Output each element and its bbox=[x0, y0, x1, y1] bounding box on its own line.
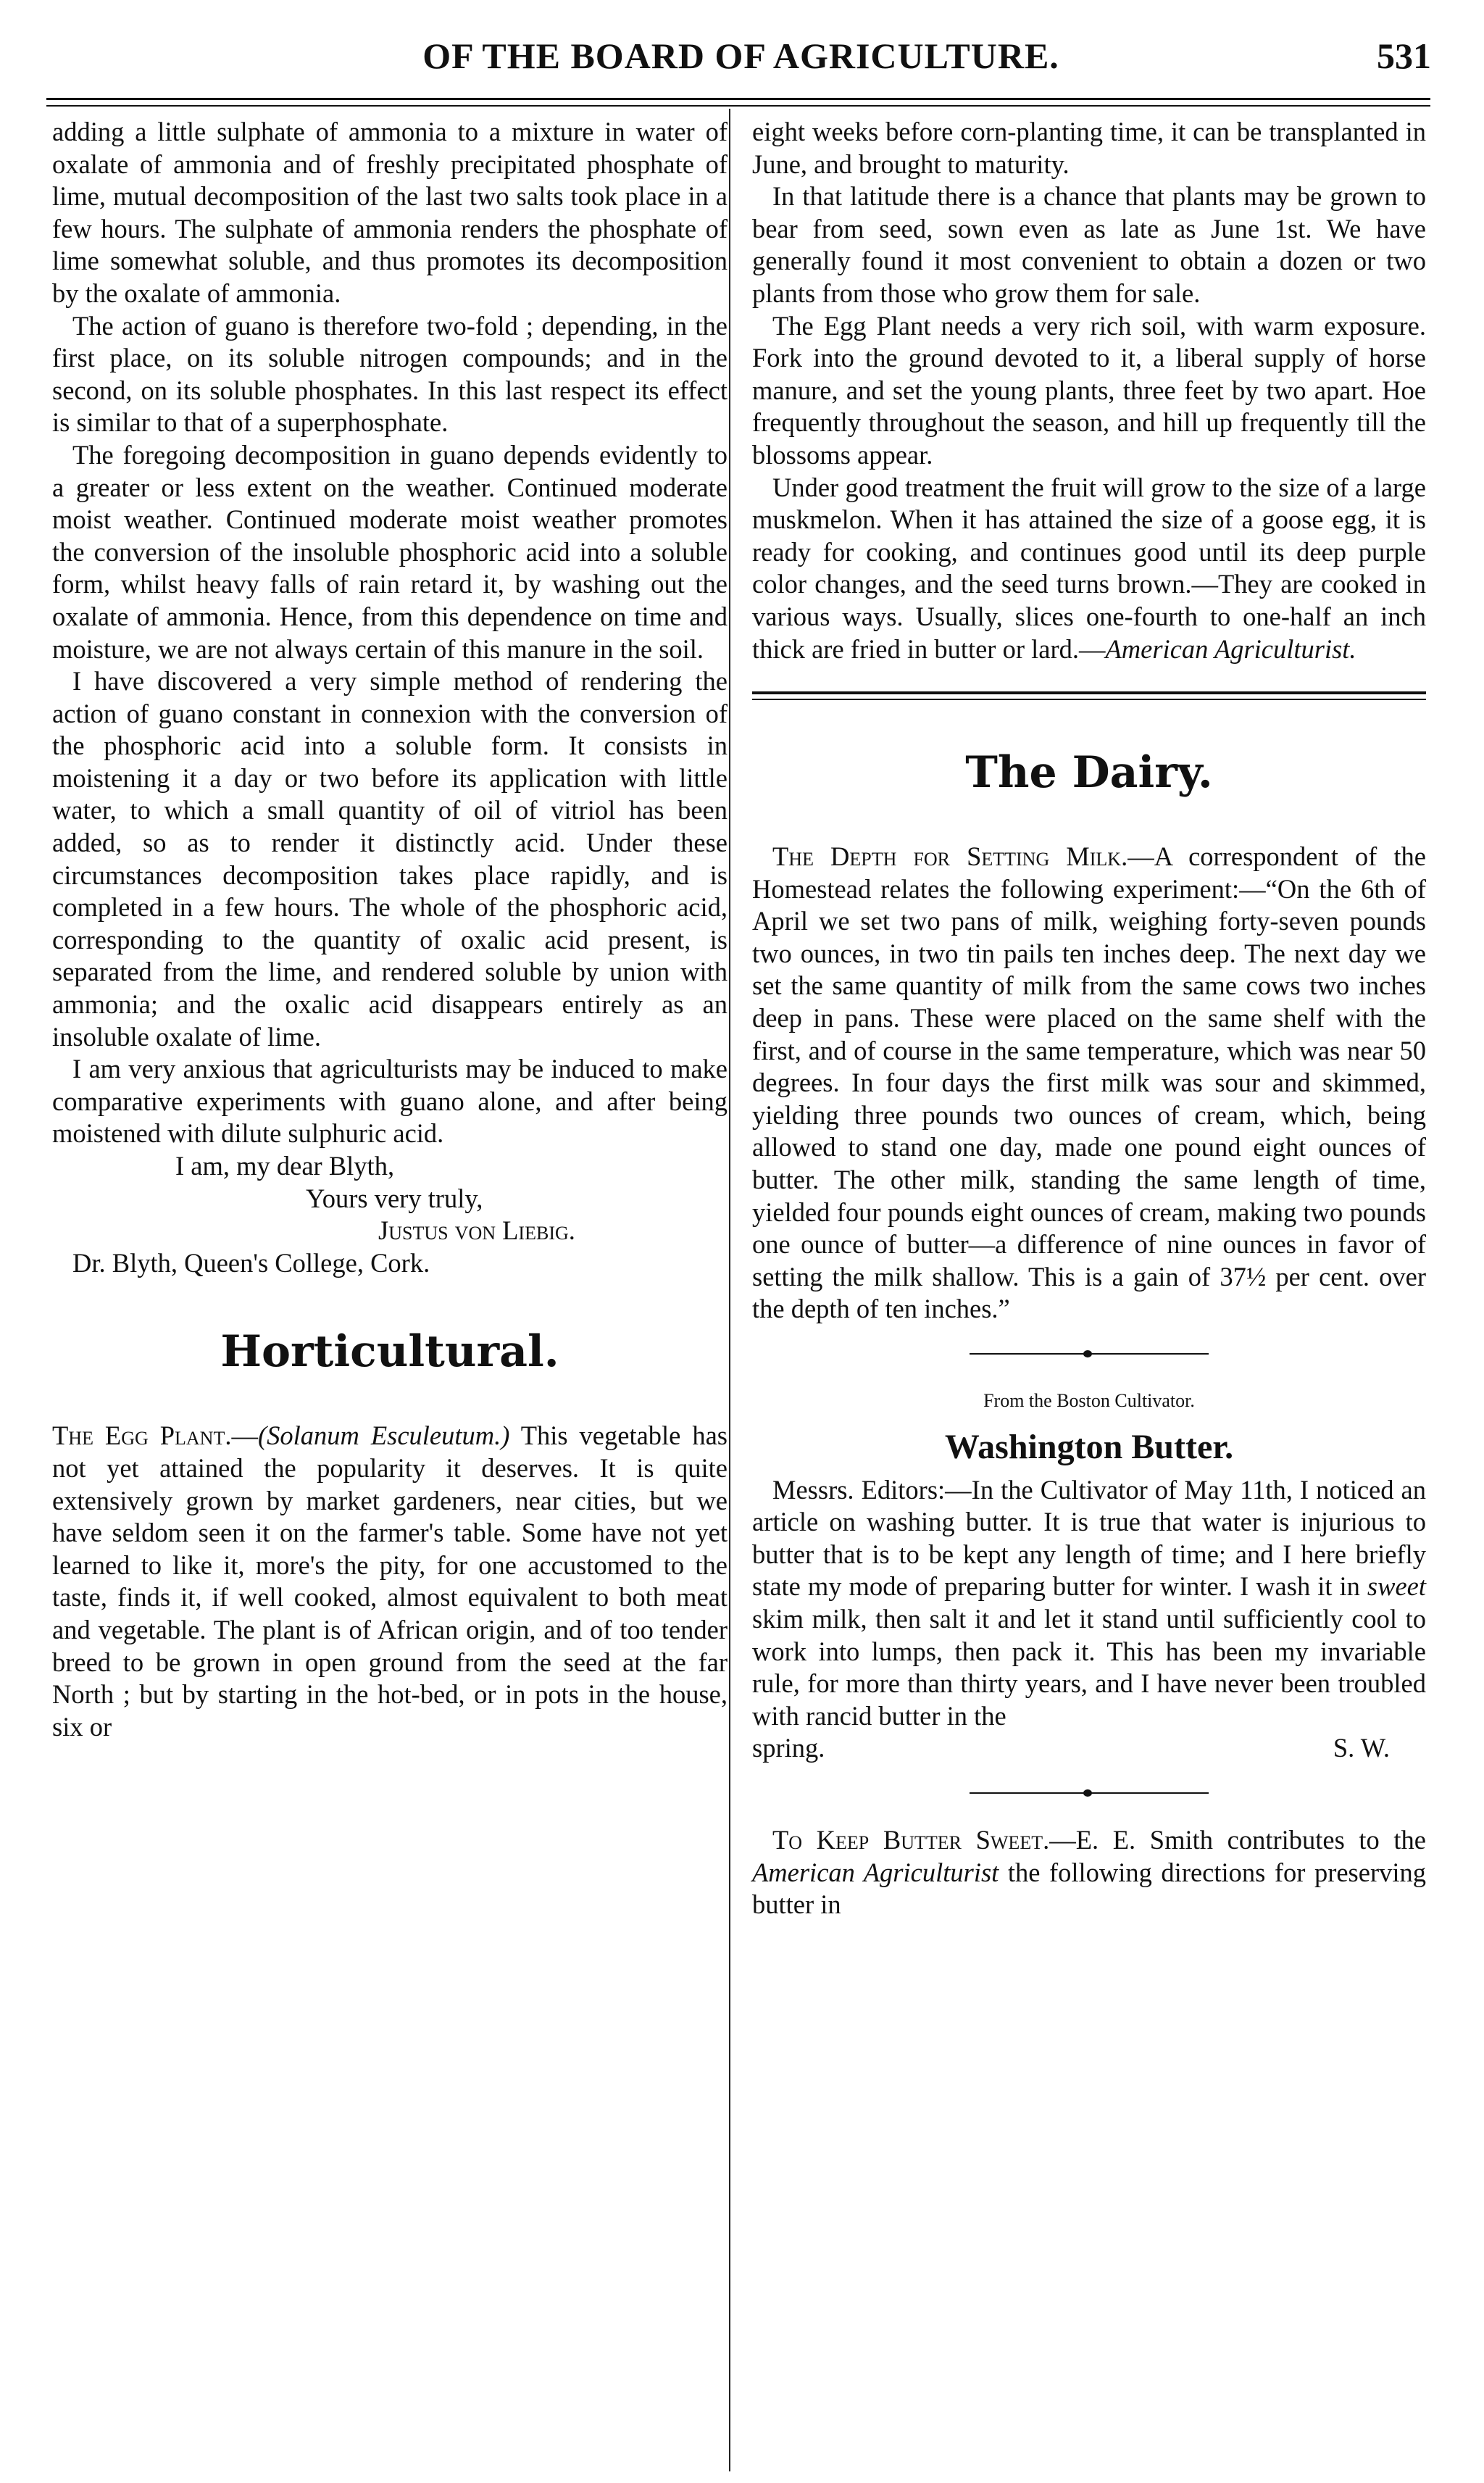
title-dash: — bbox=[231, 1421, 258, 1451]
ornament-rule bbox=[970, 1792, 1209, 1794]
paragraph: adding a little sulphate of ammonia to a mixture in water of oxalate of ammonia and of freshly precipitated phosphate of lime, mutual decomposition of the last two salts took place in a few hours. The sulphate of ammonia renders the phosphate of lime somewhat soluble, and thus promotes its decomposition by the oxalate of ammonia. bbox=[52, 117, 728, 308]
paragraph: The Egg Plant needs a very rich soil, with warm exposure. Fork into the ground devoted to it, a liberal supply of horse manure, and set the young plants, three feet by two apart. Hoe frequently throughout the season, and hill up frequently till the blossoms appear. bbox=[752, 310, 1426, 470]
letter-addressee: Dr. Blyth, Queen's College, Cork. bbox=[72, 1247, 430, 1278]
last-word: spring. bbox=[752, 1733, 825, 1763]
letter-signature: Justus von Liebig. bbox=[378, 1215, 575, 1246]
emphasis: American Agriculturist bbox=[752, 1857, 999, 1887]
ornament-rule bbox=[970, 1353, 1209, 1355]
source-line: From the Boston Cultivator. bbox=[983, 1390, 1195, 1411]
letter-closing-2: Yours very truly, bbox=[306, 1183, 483, 1213]
column-divider bbox=[729, 109, 730, 2471]
signature-line bbox=[752, 1732, 1426, 1765]
running-title: OF THE BOARD OF AGRICULTURE. bbox=[422, 36, 1059, 76]
right-column bbox=[752, 116, 1426, 1921]
article-text: —E. E. Smith contributes to the bbox=[1049, 1824, 1427, 1855]
emphasis: sweet bbox=[1367, 1571, 1426, 1602]
latin-name: (Solanum Esculeutum.) bbox=[257, 1421, 510, 1451]
page-header bbox=[51, 35, 1431, 86]
source-credit: American Agriculturist. bbox=[1105, 633, 1356, 664]
paragraph-text: Under good treatment the fruit will grow to the size of a large muskmelon. When it has attained the size of a goose egg, it is ready for cooking, and continues good until its deep purple color changes, and the seed turns brown.—They are cooked in various ways. Usually, slices one-fourth to one-half an inch thick are fried in butter or lard. bbox=[752, 472, 1426, 664]
article-title: The Egg Plant. bbox=[52, 1421, 232, 1451]
paragraph: eight weeks before corn-planting time, it can be transplanted in June, and brought to maturity. bbox=[752, 117, 1426, 179]
article-heading: Washington Butter. bbox=[944, 1427, 1234, 1466]
section-heading-horticultural: Horticultural. bbox=[220, 1326, 559, 1378]
letter-closing: I am, my dear Blyth, bbox=[175, 1151, 395, 1181]
paragraph: The foregoing decomposition in guano depends evidently to a greater or less extent on the weather. Continued moderate moist weather. Continued moderate moist weather promotes the conversion of the insoluble phosphoric acid into a soluble form, whilst heavy falls of rain retard it, by washing out the oxalate of ammonia. Hence, from this dependence on time and moisture, we are not always certain of this manure in the soil. bbox=[52, 439, 728, 664]
article-egg-plant bbox=[52, 1420, 728, 1743]
section-rule bbox=[752, 691, 1426, 700]
author-initials: S. W. bbox=[1333, 1733, 1390, 1763]
article-text: —A correspondent of the Homestead relates the following experiment:—“On the 6th of April we set two pans of milk, weighing forty-seven pounds two ounces, in two tin pails ten inches deep. The next day we set the same quantity of milk from the same cows two inches deep in pans. These were placed on the same shelf with the first, and of course in the same temperature, which was near 50 degrees. In four days the first milk was sour and skimmed, yielding three pounds two ounces of cream, which, being allowed to stand one day, made one pound eight ounces of butter. The other milk, standing the same length of time, yielded four pounds eight ounces of cream, making two pounds one ounce of butter—a difference of nine ounces in favor of setting the milk shallow. This is a gain of 37½ per cent. over the depth of ten inches.” bbox=[752, 841, 1426, 1324]
source-dash: — bbox=[1079, 633, 1106, 664]
article-text-2: skim milk, then salt it and let it stand until sufficiently cool to work into lumps, then pack it. This has been my invariable rule, for more than thirty years, and I have never been troubled with rancid butter in the bbox=[752, 1603, 1426, 1731]
paragraph: I have discovered a very simple method of rendering the action of guano constant in connexion with the conversion of the phosphoric acid into a soluble form. It consists in moistening it a day or two before its application with little water, to which a small quantity of oil of vitriol has been added, so as to render it distinctly acid. Under these circumstances decomposition takes place rapidly, and is completed in a few hours. The whole of the phosphoric acid, corresponding to the quantity of oxalic acid present, is separated from the lime, and rendered soluble by union with ammonia; and the oxalic acid disappears entirely as an insoluble oxalate of lime. bbox=[52, 666, 728, 1052]
article-text-2: the following directions for preserving butter in bbox=[752, 1857, 1427, 1920]
article-text: This vegetable has not yet attained the popularity it deserves. It is quite extensively grown by market gardeners, near cities, but we have seldom seen it on the farmer's table. Some have not yet learned to like it, more's the pity, for one accustomed to the taste, finds it, if well cooked, almost equivalent to both meat and vegetable. The plant is of African origin, and of too tender breed to be grown in open ground from the seed at the far North ; but by starting in the hot-bed, or in pots in the house, six or bbox=[52, 1421, 728, 1742]
paragraph: I am very anxious that agriculturists may be induced to make comparative experiments with guano alone, and after being moistened with dilute sulphuric acid. bbox=[52, 1054, 728, 1149]
header-rule bbox=[46, 98, 1430, 107]
left-column bbox=[52, 116, 728, 1743]
paragraph: The action of guano is therefore two-fold ; depending, in the first place, on its soluble nitrogen compounds; and in the second, on its soluble phosphates. In this last respect its effect is similar to that of a superphosphate. bbox=[52, 310, 728, 438]
article-text: Messrs. Editors:—In the Cultivator of May 11th, I noticed an article on washing butter. It is true that water is injurious to butter that is to be kept any length of time; and I here briefly state my mode of preparing butter for winter. I wash it in bbox=[752, 1474, 1426, 1602]
article-washington-butter bbox=[752, 1474, 1426, 1733]
section-heading-dairy: The Dairy. bbox=[965, 747, 1213, 799]
page-number: 531 bbox=[1377, 36, 1431, 76]
article-depth-milk bbox=[752, 841, 1426, 1326]
paragraph: In that latitude there is a chance that plants may be grown to bear from seed, sown even as late as June 1st. We have generally found it most convenient to obtain a dozen or two plants from those who grow them for sale. bbox=[752, 181, 1426, 308]
article-keep-butter bbox=[752, 1824, 1426, 1921]
article-title: To Keep Butter Sweet. bbox=[772, 1824, 1050, 1855]
article-title: The Depth for Setting Milk. bbox=[772, 841, 1128, 872]
paragraph bbox=[752, 472, 1426, 666]
